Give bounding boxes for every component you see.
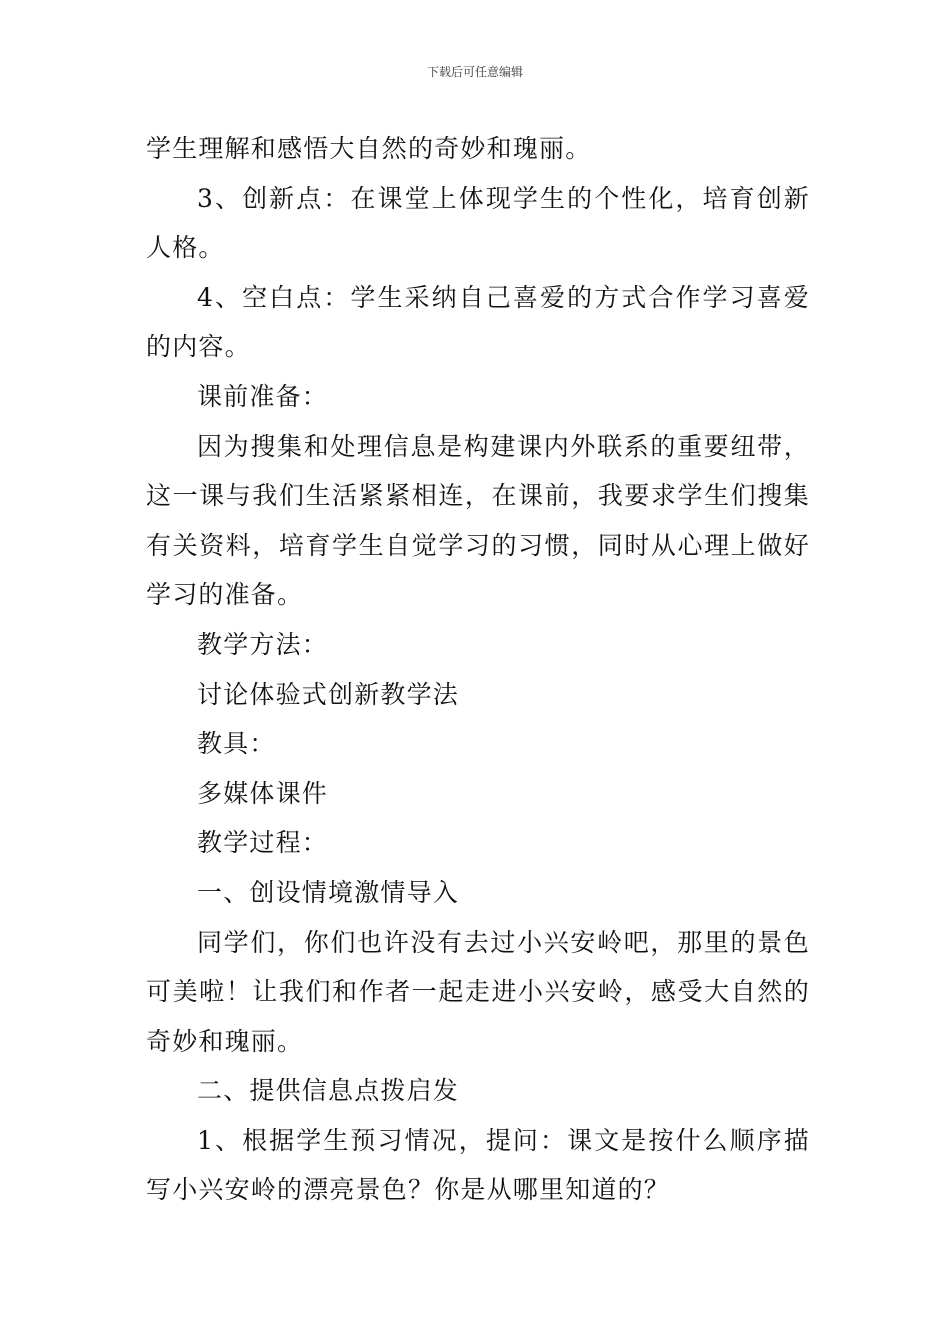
paragraph: 1、根据学生预习情况，提问：课文是按什么顺序描写小兴安岭的漂亮景色？你是从哪里知道的？ [146, 1125, 810, 1205]
section-heading: 教学方法： [197, 629, 329, 659]
paragraph: 4、空白点：学生采纳自己喜爱的方式合作学习喜爱的内容。 [146, 282, 810, 362]
paragraph: 同学们，你们也许没有去过小兴安岭吧，那里的景色可美啦！让我们和作者一起走进小兴安岭，感受大自然的奇妙和瑰丽。 [146, 927, 810, 1056]
paragraph: 3、创新点：在课堂上体现学生的个性化，培育创新人格。 [146, 183, 810, 263]
section-heading: 教学过程： [197, 828, 329, 858]
page-header: 下载后可任意编辑 [426, 65, 523, 79]
paragraph: 因为搜集和处理信息是构建课内外联系的重要纽带，这一课与我们生活紧紧相连，在课前，我要求学生们搜集有关资料，培育学生自觉学习的习惯，同时从心理上做好学习的准备。 [146, 431, 810, 610]
section-heading: 教具： [197, 729, 276, 759]
paragraph: 学生理解和感悟大自然的奇妙和瑰丽。 [146, 134, 592, 163]
paragraph: 多媒体课件 [197, 778, 329, 808]
section-heading: 课前准备： [197, 381, 329, 411]
document-body [146, 124, 810, 1215]
section-heading: 二、提供信息点拨启发 [197, 1076, 460, 1106]
paragraph: 讨论体验式创新教学法 [197, 679, 460, 709]
section-heading: 一、创设情境激情导入 [197, 877, 460, 907]
